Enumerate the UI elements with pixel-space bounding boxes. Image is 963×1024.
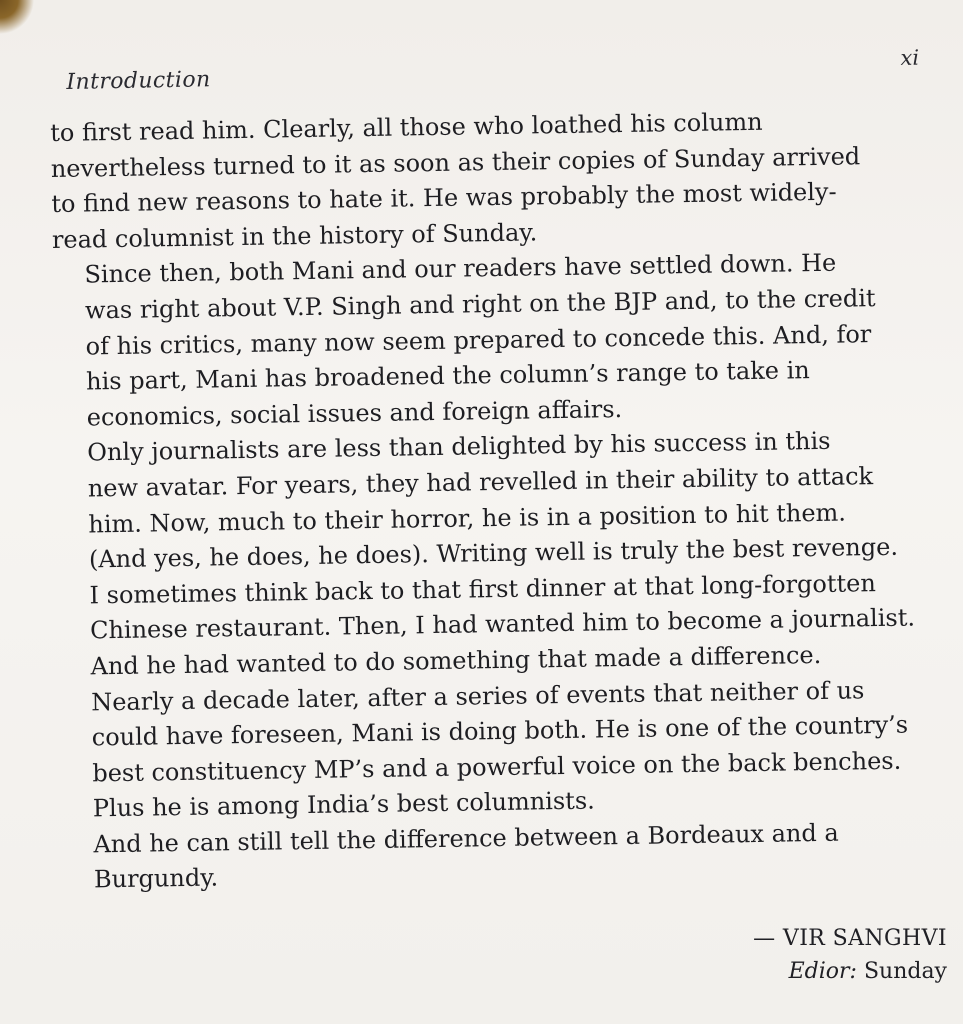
- paragraph-6: [61, 814, 942, 899]
- text-line: read columnist in the history of Sunday.: [51, 218, 538, 254]
- text-line: Only journalists are less than delighted by his success in this: [87, 427, 831, 467]
- text-line: (And yes, he does, he does). Writing well is truly the best revenge.: [88, 532, 899, 574]
- paragraph-4: [57, 565, 939, 686]
- author-signature: — VIR SANGHVI: [753, 926, 947, 951]
- paragraph-2: [52, 245, 935, 437]
- text-line: of his critics, many now seem prepared to concede this. And, for: [85, 319, 872, 361]
- text-line: best constituency MP’s and a powerful voice on the back benches.: [92, 746, 902, 788]
- page-number: xi: [900, 45, 920, 70]
- body-text: [50, 102, 942, 899]
- text-line: Burgundy.: [93, 863, 219, 894]
- signature-block: [647, 926, 947, 984]
- text-line: him. Now, much to their horror, he is in a position to hit them.: [88, 498, 847, 538]
- text-line: to first read him. Clearly, all those who loathed his column: [50, 107, 763, 147]
- text-line: Since then, both Mani and our readers have settled down. He: [84, 249, 837, 289]
- text-line: economics, social issues and foreign affairs.: [86, 394, 623, 432]
- text-line: to find new reasons to hate it. He was probably the most widely-: [51, 177, 837, 219]
- paragraph-1: [50, 102, 932, 258]
- running-header: [66, 44, 920, 100]
- text-line: his part, Mani has broadened the column’s range to take in: [85, 356, 810, 396]
- author-role-publication: Sunday: [863, 959, 947, 984]
- paragraph-5: [59, 672, 941, 828]
- text-line: And he had wanted to do something that made a difference.: [90, 640, 822, 681]
- text-line: new avatar. For years, they had revelled in their ability to attack: [87, 462, 874, 503]
- running-title: Introduction: [66, 67, 211, 95]
- text-line: Plus he is among India’s best columnists.: [92, 786, 595, 823]
- page-corner-shadow: [0, 0, 46, 34]
- text-line: And he can still tell the difference between a Bordeaux and a: [93, 818, 839, 859]
- text-line: Nearly a decade later, after a series of events that neither of us: [90, 675, 865, 716]
- author-role-prefix: Edior:: [788, 959, 857, 984]
- paragraph-3: [55, 422, 937, 578]
- author-role: [647, 959, 947, 984]
- text-line: was right about V.P. Singh and right on the BJP and, to the credit: [84, 284, 876, 325]
- text-line: could have foreseen, Mani is doing both. He is one of the country’s: [91, 710, 909, 752]
- text-line: Chinese restaurant. Then, I had wanted him to become a journalist.: [89, 603, 916, 645]
- text-line: I sometimes think back to that first dinner at that long-forgotten: [89, 568, 877, 610]
- text-line: nevertheless turned to it as soon as their copies of Sunday arrived: [50, 141, 861, 183]
